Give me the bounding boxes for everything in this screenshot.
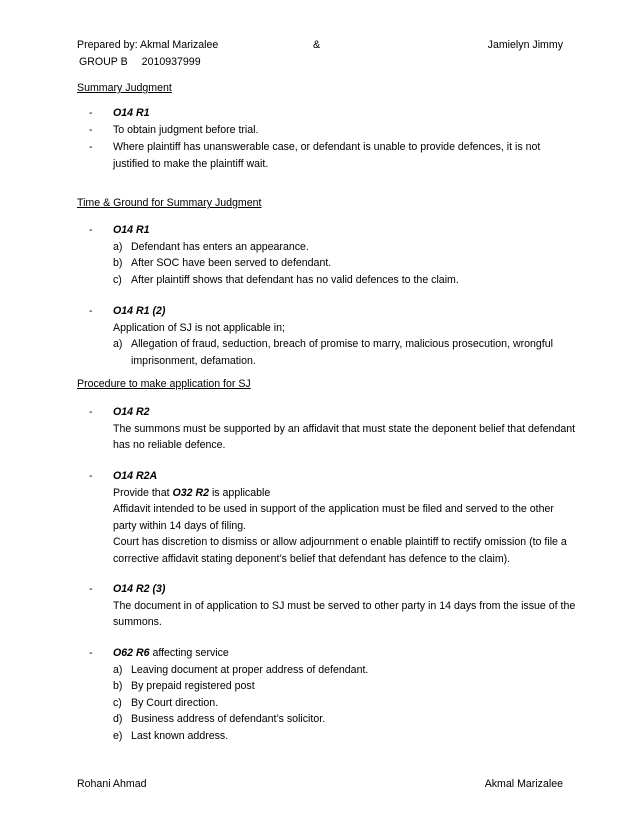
- list-item: - O14 R2 The summons must be supported by an affidavit that must state the deponent belief that defendant has no reliable defence.: [89, 404, 578, 454]
- list-text: Where plaintiff has unanswerable case, or defendant is unable to provide defences, it is not justified to make the plaintiff wait.: [113, 141, 541, 170]
- sub-item: a) Allegation of fraud, seduction, breach of promise to marry, malicious prosecution, wrongful imprisonment, defamation.: [113, 338, 553, 367]
- list-text: O62 R6 affecting service: [113, 647, 229, 659]
- sub-item: c) After plaintiff shows that defendant has no valid defences to the claim.: [113, 273, 459, 286]
- list-item: - Where plaintiff has unanswerable case, or defendant is unable to provide defences, it is not justified to make the plaintiff wait.: [89, 139, 578, 172]
- rule-reference: O14 R2: [113, 406, 150, 418]
- rule-reference: O14 R1: [113, 224, 150, 236]
- list-text: Provide that O32 R2 is applicable: [113, 486, 271, 499]
- rule-reference: O14 R1: [113, 107, 150, 119]
- ampersand: &: [313, 39, 321, 51]
- footer-author-right: Akmal Marizalee: [484, 778, 563, 790]
- group-label: GROUP B: [79, 56, 128, 68]
- list-text: The document in of application to SJ must be served to other party in 14 days from the issue of the summons.: [113, 599, 576, 628]
- heading-time-ground: Time & Ground for Summary Judgment: [77, 197, 262, 209]
- sub-item: b) By prepaid registered post: [113, 680, 255, 692]
- sub-item: a) Leaving document at proper address of defendant.: [113, 663, 369, 676]
- student-id: 2010937999: [141, 56, 201, 68]
- list-item: - O62 R6 affecting service a) Leaving document at proper address of defendant. b) By prepaid registered post c) By Court direction. d) Business address of defendant’s solicitor. e) Last known address.: [89, 645, 578, 744]
- sub-item: b) After SOC have been served to defendant.: [113, 257, 332, 269]
- list-item: - O14 R2 (3) The document in of application to SJ must be served to other party in 14 days from the issue of the summons.: [89, 581, 578, 631]
- sub-item: c) By Court direction.: [113, 696, 219, 709]
- rule-reference: O14 R2 (3): [113, 583, 166, 595]
- list-item: - To obtain judgment before trial.: [89, 122, 578, 139]
- heading-procedure: Procedure to make application for SJ: [77, 378, 251, 390]
- sub-item: e) Last known address.: [113, 729, 229, 742]
- list-text: The summons must be supported by an affidavit that must state the deponent belief that defendant has no reliable defence.: [113, 422, 576, 451]
- heading-summary-judgment: Summary Judgment: [77, 82, 172, 94]
- co-author: Jamielyn Jimmy: [487, 39, 563, 51]
- list-text: Affidavit intended to be used in support of the application must be filed and served to the other party within 14 days of filing.: [113, 503, 554, 532]
- footer-author-left: Rohani Ahmad: [77, 778, 147, 790]
- rule-reference: O14 R1 (2): [113, 305, 166, 317]
- rule-reference: O14 R2A: [113, 470, 158, 482]
- list-text: Court has discretion to dismiss or allow adjournment o enable plaintiff to rectify omission (to file a corrective affidavit stating deponent’s belief that defendant has defence to the claim).: [113, 536, 567, 565]
- list-item: - O14 R2A Provide that O32 R2 is applicable Affidavit intended to be used in support of the application must be filed and served to the other party within 14 days of filing. Court has discretion to dismiss or allow adjournment o enable plaintiff to rectify omission (to file a corrective affidavit stating deponent’s belief that defendant has defence to the claim).: [89, 468, 578, 567]
- sub-item: d) Business address of defendant’s solicitor.: [113, 713, 326, 725]
- list-item: - O14 R1: [89, 105, 578, 122]
- list-item: - O14 R1 (2) Application of SJ is not applicable in; a) Allegation of fraud, seduction, breach of promise to marry, malicious prosecution, wrongful imprisonment, defamation.: [89, 303, 578, 369]
- prepared-by: Prepared by: Akmal Marizalee: [77, 39, 219, 51]
- list-text: To obtain judgment before trial.: [113, 124, 259, 136]
- group-line: [79, 56, 201, 68]
- list-item: - O14 R1 a) Defendant has enters an appearance. b) After SOC have been served to defendant. c) After plaintiff shows that defendant has no valid defences to the claim.: [89, 222, 578, 288]
- sub-item: a) Defendant has enters an appearance.: [113, 240, 309, 253]
- list-text: Application of SJ is not applicable in;: [113, 321, 285, 334]
